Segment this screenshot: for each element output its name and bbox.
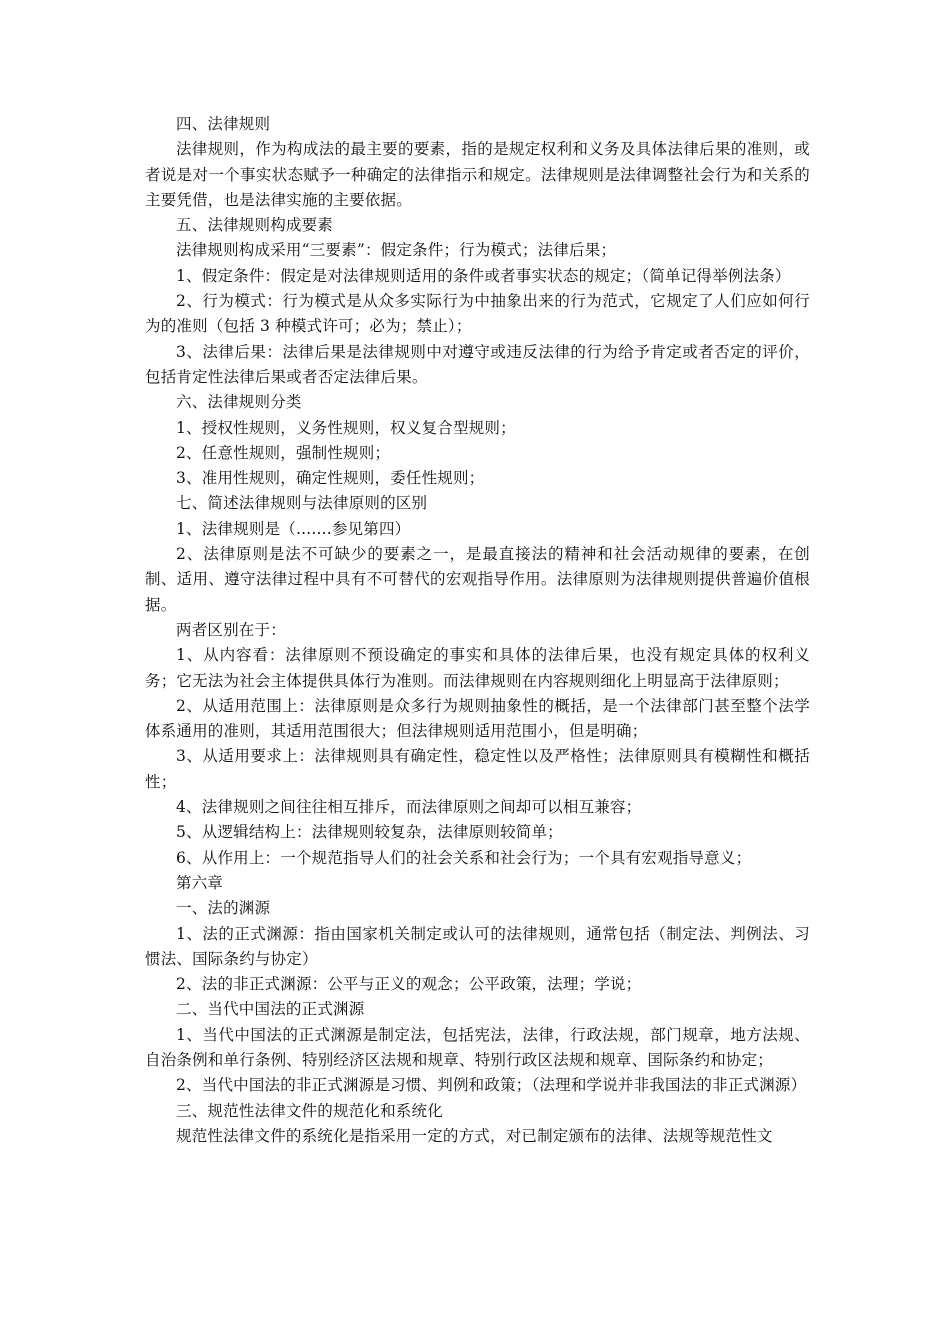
heading-legal-rules: 四、法律规则 [176,115,271,133]
list-item-difference-compatibility: 4、法律规则之间往往相互排斥，而法律原则之间却可以相互兼容； [176,798,642,817]
list-item-classification-2: 2、任意性规则，强制性规则； [176,443,391,462]
heading-rule-classification: 六、法律规则分类 [176,393,302,412]
list-item-difference-structure: 5、从逻辑结构上：法律规则较复杂，法律原则较简单； [176,823,563,842]
list-item-difference-requirements: 3、从适用要求上：法律规则具有确定性，稳定性以及严格性；法律原则具有模糊性和概括性； [145,747,810,791]
paragraph-systematization: 规范性法律文件的系统化是指采用一定的方式，对已制定颁布的法律、法规等规范性文 [176,1126,773,1145]
heading-rule-elements: 五、法律规则构成要素 [176,216,334,235]
heading-rules-vs-principles: 七、简述法律规则与法律原则的区别 [176,494,428,513]
list-item-rules-reference: 1、法律规则是（.......参见第四） [176,519,411,538]
list-item-legal-consequences: 3、法律后果：法律后果是法律规则中对遵守或违反法律的行为给予肯定或者否定的评价，包括肯定性法律后果或者否定法律后果。 [145,342,810,386]
paragraph-differences-intro: 两者区别在于： [176,620,286,639]
list-item-difference-function: 6、从作用上：一个规范指导人们的社会关系和社会行为；一个具有宏观指导意义； [176,848,752,867]
list-item-informal-sources: 2、法的非正式渊源：公平与正义的观念；公平政策，法理；学说； [176,975,642,994]
heading-chapter-six: 第六章 [176,873,224,892]
list-item-classification-3: 3、准用性规则，确定性规则，委任性规则； [176,469,485,488]
heading-chinese-formal-sources: 二、当代中国法的正式渊源 [176,1000,365,1019]
list-item-formal-sources: 1、法的正式渊源：指由国家机关制定或认可的法律规则，通常包括（制定法、判例法、习惯法、国际条约与协定） [145,924,810,968]
list-item-difference-scope: 2、从适用范围上：法律原则是众多行为规则抽象性的概括，是一个法律部门甚至整个法学体系通用的准则，其适用范围很大；但法律规则适用范围小，但是明确； [145,696,810,741]
paragraph-legal-rules-definition: 法律规则，作为构成法的最主要的要素，指的是规定权利和义务及具体法律后果的准则，或者说是对一个事实状态赋予一种确定的法律指示和规定。法律规则是法律调整社会行为和关系的主要凭借，也是法律实施的主要依据。 [145,140,810,209]
list-item-chinese-informal-sources: 2、当代中国法的非正式渊源是习惯、判例和政策；（法理和学说并非我国法的非正式渊源） [176,1076,807,1095]
heading-normative-documents: 三、规范性法律文件的规范化和系统化 [176,1101,443,1120]
heading-sources-of-law: 一、法的渊源 [176,899,271,918]
list-item-principles-definition: 2、法律原则是法不可缺少的要素之一，是最直接法的精神和社会活动规律的要素，在创制、适用、遵守法律过程中具有不可替代的宏观指导作用。法律原则为法律规则提供普遍价值根据。 [145,545,810,614]
list-item-classification-1: 1、授权性规则，义务性规则，权义复合型规则； [176,418,516,437]
document-page [145,112,810,1149]
list-item-difference-content: 1、从内容看：法律原则不预设确定的事实和具体的法律后果，也没有规定具体的权利义务；它无法为社会主体提供具体行为准则。而法律规则在内容规则细化上明显高于法律原则； [145,646,810,690]
list-item-behavior-pattern: 2、行为模式：行为模式是从众多实际行为中抽象出来的行为范式，它规定了人们应如何行为的准则（包括 3 种模式许可；必为；禁止）； [145,292,810,336]
paragraph-three-elements: 法律规则构成采用“三要素”：假定条件；行为模式；法律后果； [176,241,617,260]
list-item-assumed-conditions: 1、假定条件：假定是对法律规则适用的条件或者事实状态的规定；（简单记得举例法条） [176,266,791,285]
list-item-chinese-formal-sources: 1、当代中国法的正式渊源是制定法，包括宪法，法律，行政法规，部门规章，地方法规、自治条例和单行条例、特别经济区法规和规章、特别行政区法规和规章、国际条约和协定； [145,1025,810,1069]
